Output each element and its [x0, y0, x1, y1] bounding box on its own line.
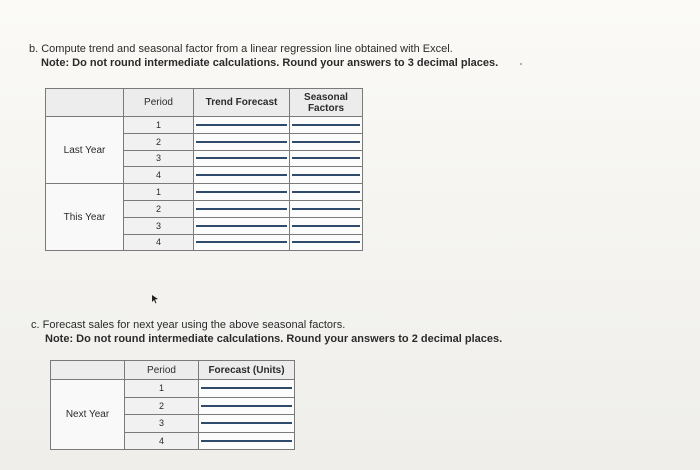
b-trend-forecast-input[interactable] [196, 191, 287, 193]
forecast-units-cell [199, 380, 295, 398]
b-trend-forecast-input[interactable] [196, 157, 287, 159]
period-cell: 1 [124, 184, 194, 201]
b-seasonal-factor-input[interactable] [292, 208, 360, 210]
trend-forecast-cell [194, 133, 290, 150]
seasonal-factor-cell [290, 184, 363, 201]
period-cell: 2 [124, 133, 194, 150]
b-trend-forecast-input[interactable] [196, 208, 287, 210]
trend-seasonal-table [45, 88, 363, 251]
c-forecast-units-input[interactable] [201, 387, 292, 389]
question-c [31, 318, 502, 346]
forecast-units-cell [199, 397, 295, 415]
forecast-units-cell [199, 415, 295, 433]
period-cell: 3 [124, 217, 194, 234]
question-b-text: b. Compute trend and seasonal factor from a linear regression line obtained with Excel. [29, 43, 453, 55]
b-seasonal-factor-input[interactable] [292, 141, 360, 143]
trend-forecast-cell [194, 117, 290, 134]
row-group-label: Last Year [46, 117, 124, 184]
c-forecast-units-input[interactable] [201, 422, 292, 424]
trend-seasonal-body [46, 117, 363, 251]
seasonal-factor-cell [290, 133, 363, 150]
header-forecast-units [199, 361, 295, 380]
b-trend-forecast-input[interactable] [196, 124, 287, 126]
b-seasonal-factor-input[interactable] [292, 124, 360, 126]
trend-forecast-cell [194, 217, 290, 234]
b-seasonal-factor-input[interactable] [292, 191, 360, 193]
table-row [46, 117, 363, 134]
c-forecast-units-input[interactable] [201, 405, 292, 407]
c-forecast-units-input[interactable] [201, 440, 292, 442]
trend-forecast-cell [194, 234, 290, 251]
period-cell: 2 [125, 397, 199, 415]
seasonal-factor-cell [290, 117, 363, 134]
header-seasonal-factors [290, 89, 363, 117]
table-row [46, 184, 363, 201]
forecast-body [51, 380, 295, 450]
period-cell: 3 [125, 415, 199, 433]
period-cell: 2 [124, 200, 194, 217]
period-cell: 4 [124, 234, 194, 251]
row-group-label: Next Year [51, 380, 125, 450]
header-blank [46, 89, 124, 117]
row-group-label: This Year [46, 184, 124, 251]
period-cell: 1 [124, 117, 194, 134]
question-b [29, 42, 498, 70]
forecast-units-cell [199, 432, 295, 450]
trend-forecast-cell [194, 184, 290, 201]
b-trend-forecast-input[interactable] [196, 225, 287, 227]
table-row [51, 380, 295, 398]
period-cell: 3 [124, 150, 194, 167]
header-seasonal-factors-label: Seasonal Factors [304, 91, 348, 114]
header-trend-forecast [194, 89, 290, 117]
b-seasonal-factor-input[interactable] [292, 225, 360, 227]
trend-forecast-cell [194, 167, 290, 184]
seasonal-factor-cell [290, 217, 363, 234]
period-cell: 4 [125, 432, 199, 450]
b-seasonal-factor-input[interactable] [292, 241, 360, 243]
period-cell: 4 [124, 167, 194, 184]
question-b-note: Note: Do not round intermediate calculations. Round your answers to 3 decimal places. [41, 57, 499, 69]
decorative-dot [520, 63, 522, 65]
seasonal-factor-cell [290, 234, 363, 251]
header-blank [51, 361, 125, 380]
seasonal-factor-cell [290, 150, 363, 167]
mouse-pointer-icon [151, 294, 159, 304]
b-seasonal-factor-input[interactable] [292, 157, 360, 159]
question-c-note: Note: Do not round intermediate calculations. Round your answers to 2 decimal places. [45, 333, 503, 345]
header-trend-forecast-label: Trend Forecast [205, 97, 278, 108]
question-c-text: c. Forecast sales for next year using the above seasonal factors. [31, 319, 346, 331]
header-period: Period [125, 361, 199, 380]
seasonal-factor-cell [290, 200, 363, 217]
b-trend-forecast-input[interactable] [196, 141, 287, 143]
trend-forecast-cell [194, 150, 290, 167]
forecast-table [50, 360, 295, 450]
period-cell: 1 [125, 380, 199, 398]
b-trend-forecast-input[interactable] [196, 241, 287, 243]
b-trend-forecast-input[interactable] [196, 174, 287, 176]
b-seasonal-factor-input[interactable] [292, 174, 360, 176]
header-forecast-units-label: Forecast (Units) [208, 364, 285, 376]
trend-forecast-cell [194, 200, 290, 217]
header-period: Period [124, 89, 194, 117]
seasonal-factor-cell [290, 167, 363, 184]
